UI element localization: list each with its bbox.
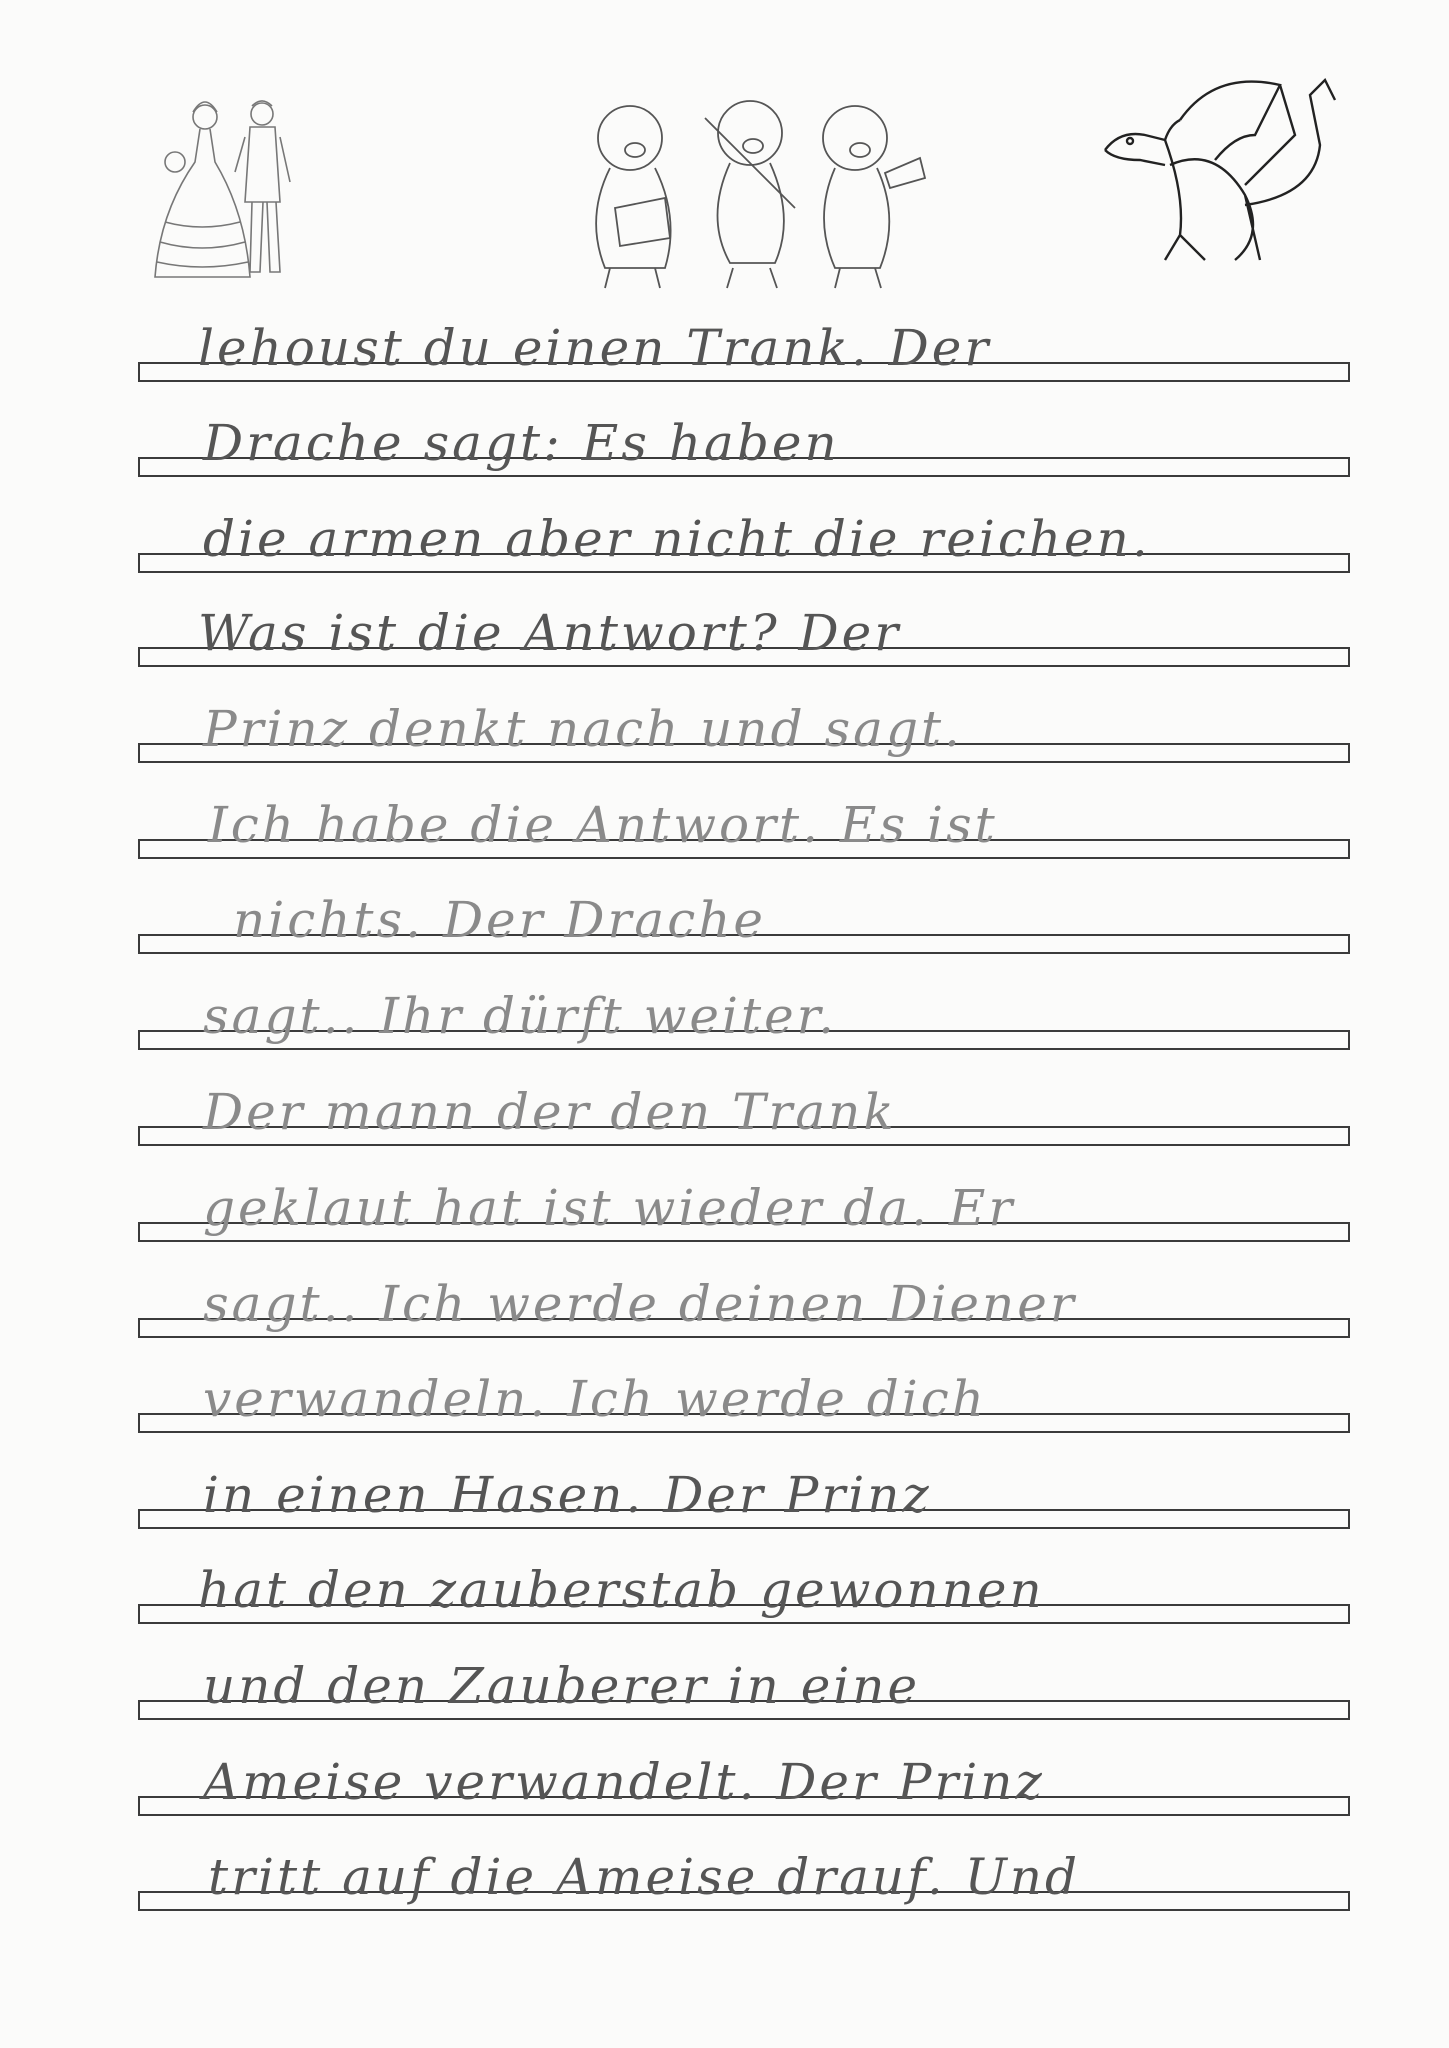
handwritten-text: Was ist die Antwort? Der: [198, 604, 902, 662]
handwritten-text: sagt.. Ich werde deinen Diener: [203, 1275, 1077, 1333]
handwritten-text: hat den zauberstab gewonnen: [198, 1561, 1045, 1619]
handwritten-text: Prinz denkt nach und sagt.: [203, 700, 963, 758]
writing-line-16: [138, 1726, 1350, 1816]
handwritten-text: und den Zauberer in eine: [203, 1657, 921, 1715]
writing-line-5: [138, 673, 1350, 763]
writing-line-1: [138, 292, 1350, 382]
writing-line-7: [138, 864, 1350, 954]
dragon-illustration: [1095, 75, 1345, 280]
writing-line-15: [138, 1630, 1350, 1720]
writing-line-17: [138, 1821, 1350, 1911]
handwritten-text: geklaut hat ist wieder da. Er: [203, 1179, 1016, 1237]
handwritten-text: die armen aber nicht die reichen.: [203, 510, 1151, 568]
handwritten-text: Der mann der den Trank: [203, 1083, 897, 1141]
writing-line-10: [138, 1152, 1350, 1242]
handwritten-text: tritt auf die Ameise drauf. Und: [208, 1848, 1080, 1906]
writing-line-14: [138, 1534, 1350, 1624]
writing-line-3: [138, 483, 1350, 573]
handwritten-text: nichts. Der Drache: [233, 891, 767, 949]
handwritten-text: in einen Hasen. Der Prinz: [203, 1466, 932, 1524]
writing-line-8: [138, 960, 1350, 1050]
writing-line-12: [138, 1343, 1350, 1433]
handwritten-text: sagt.. Ihr dürft weiter.: [203, 987, 837, 1045]
writing-line-11: [138, 1248, 1350, 1338]
handwritten-text: lehoust du einen Trank. Der: [198, 319, 992, 377]
writing-line-2: [138, 387, 1350, 477]
handwritten-text: Ameise verwandelt. Der Prinz: [203, 1753, 1045, 1811]
handwritten-text: Drache sagt: Es haben: [203, 414, 840, 472]
writing-line-13: [138, 1439, 1350, 1529]
handwritten-text: verwandeln. Ich werde dich: [203, 1370, 987, 1428]
three-pigs-illustration: [555, 88, 945, 298]
bride-groom-illustration: [140, 92, 320, 292]
writing-line-4: [138, 577, 1350, 667]
writing-line-6: [138, 769, 1350, 859]
writing-line-9: [138, 1056, 1350, 1146]
handwritten-text: Ich habe die Antwort. Es ist: [208, 796, 998, 854]
